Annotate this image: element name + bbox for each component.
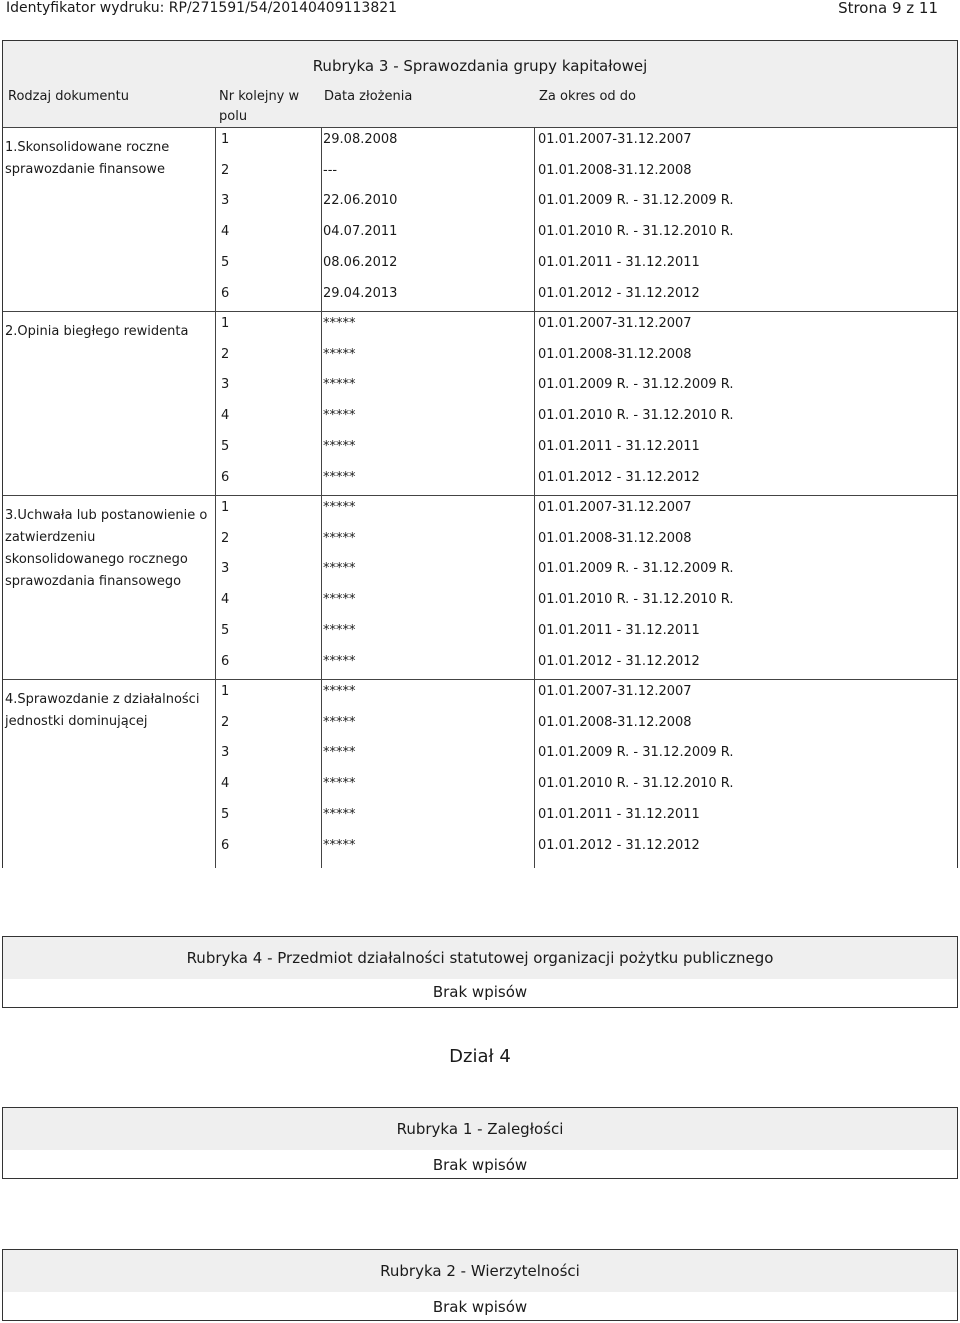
cell-data-zlozenia: ***** <box>323 500 356 515</box>
table-row <box>215 587 957 617</box>
cell-nr: 6 <box>221 285 230 301</box>
table-row <box>215 740 957 770</box>
cell-data-zlozenia: ***** <box>323 622 356 638</box>
cell-data-zlozenia: 29.08.2008 <box>323 132 398 147</box>
cell-nr: 1 <box>221 500 230 515</box>
rubryka-4-title: Rubryka 4 - Przedmiot działalności statutowej organizacji pożytku publicznego <box>3 937 957 979</box>
cell-data-zlozenia: 22.06.2010 <box>323 193 398 209</box>
cell-okres: 01.01.2008-31.12.2008 <box>538 714 692 730</box>
table-row <box>215 649 957 679</box>
cell-okres: 01.01.2011 - 31.12.2011 <box>538 622 700 638</box>
documents-table <box>3 127 957 868</box>
cell-okres: 01.01.2010 R. - 31.12.2010 R. <box>538 408 734 424</box>
rubryka-2-title: Rubryka 2 - Wierzytelności <box>3 1250 957 1292</box>
rubryka-1-box <box>2 1107 958 1179</box>
cell-data-zlozenia: ***** <box>323 592 356 608</box>
cell-okres: 01.01.2007-31.12.2007 <box>538 316 692 331</box>
cell-nr: 4 <box>221 408 230 424</box>
doc-label: 2.Opinia biegłego rewidenta <box>5 324 189 339</box>
cell-nr: 5 <box>221 438 230 454</box>
cell-okres: 01.01.2007-31.12.2007 <box>538 132 692 147</box>
cell-data-zlozenia: ***** <box>323 684 356 699</box>
cell-nr: 4 <box>221 224 230 240</box>
column-header-nr <box>219 87 299 127</box>
cell-okres: 01.01.2012 - 31.12.2012 <box>538 469 700 485</box>
doc-label-column <box>3 127 215 868</box>
cell-nr: 2 <box>221 346 230 362</box>
table-row <box>215 802 957 832</box>
table-row <box>215 434 957 464</box>
cell-okres: 01.01.2008-31.12.2008 <box>538 530 692 546</box>
table-row <box>215 342 957 372</box>
table-row <box>215 679 957 709</box>
column-header-okres: Za okres od do <box>539 89 636 104</box>
cell-nr: 5 <box>221 806 230 822</box>
table-row <box>215 188 957 218</box>
table-row <box>215 281 957 311</box>
table-row <box>215 403 957 433</box>
table-row <box>215 710 957 740</box>
column-header-nr-line2: polu <box>219 109 248 124</box>
cell-nr: 3 <box>221 561 230 577</box>
cell-okres: 01.01.2010 R. - 31.12.2010 R. <box>538 592 734 608</box>
cell-okres: 01.01.2011 - 31.12.2011 <box>538 806 700 822</box>
table-row <box>215 556 957 586</box>
table-row <box>215 833 957 863</box>
doc-label: 4.Sprawozdanie z działalności jednostki dominującej <box>5 692 200 729</box>
cell-nr: 6 <box>221 837 230 853</box>
rubryka-4-content: Brak wpisów <box>432 983 528 1001</box>
rubryka-1-title: Rubryka 1 - Zaległości <box>3 1108 957 1150</box>
table-row <box>215 158 957 188</box>
cell-okres: 01.01.2009 R. - 31.12.2009 R. <box>538 193 734 209</box>
cell-data-zlozenia: ***** <box>323 776 356 792</box>
cell-okres: 01.01.2012 - 31.12.2012 <box>538 653 700 669</box>
cell-nr: 1 <box>221 316 230 331</box>
cell-nr: 2 <box>221 162 230 178</box>
cell-okres: 01.01.2008-31.12.2008 <box>538 162 692 178</box>
dzial-4-title: Dział 4 <box>449 1046 511 1067</box>
cell-nr: 5 <box>221 254 230 270</box>
cell-data-zlozenia: ***** <box>323 530 356 546</box>
rubryka-3-title: Rubryka 3 - Sprawozdania grupy kapitałowej <box>312 57 648 75</box>
table-row <box>215 372 957 402</box>
rubryka-4-box <box>2 936 958 1008</box>
table-row <box>215 311 957 341</box>
cell-data-zlozenia: ***** <box>323 714 356 730</box>
cell-okres: 01.01.2008-31.12.2008 <box>538 346 692 362</box>
rubryka-2-content: Brak wpisów <box>432 1298 528 1316</box>
column-header-data: Data złożenia <box>324 89 413 104</box>
cell-okres: 01.01.2011 - 31.12.2011 <box>538 254 700 270</box>
table-row <box>215 495 957 525</box>
cell-nr: 1 <box>221 132 230 147</box>
cell-nr: 6 <box>221 653 230 669</box>
doc-label: 3.Uchwała lub postanowienie o zatwierdzeniu skonsolidowanego rocznego sprawozdania finansowego <box>5 508 208 589</box>
cell-nr: 3 <box>221 377 230 393</box>
cell-okres: 01.01.2010 R. - 31.12.2010 R. <box>538 776 734 792</box>
cell-okres: 01.01.2007-31.12.2007 <box>538 500 692 515</box>
cell-data-zlozenia: ***** <box>323 653 356 669</box>
print-identifier: Identyfikator wydruku: RP/271591/54/20140409113821 <box>6 0 398 16</box>
column-header-rodzaj: Rodzaj dokumentu <box>8 89 129 104</box>
cell-nr: 3 <box>221 193 230 209</box>
cell-data-zlozenia: ***** <box>323 408 356 424</box>
cell-nr: 6 <box>221 469 230 485</box>
cell-data-zlozenia: 04.07.2011 <box>323 224 398 240</box>
table-row <box>215 618 957 648</box>
cell-data-zlozenia: ***** <box>323 745 356 761</box>
table-row <box>215 127 957 157</box>
cell-data-zlozenia: 29.04.2013 <box>323 285 398 301</box>
cell-data-zlozenia: ***** <box>323 316 356 331</box>
cell-nr: 1 <box>221 684 230 699</box>
cell-data-zlozenia: ***** <box>323 469 356 485</box>
cell-okres: 01.01.2012 - 31.12.2012 <box>538 837 700 853</box>
cell-okres: 01.01.2009 R. - 31.12.2009 R. <box>538 745 734 761</box>
cell-okres: 01.01.2010 R. - 31.12.2010 R. <box>538 224 734 240</box>
cell-data-zlozenia: ***** <box>323 346 356 362</box>
table-row <box>215 771 957 801</box>
cell-okres: 01.01.2009 R. - 31.12.2009 R. <box>538 561 734 577</box>
column-header-nr-line1: Nr kolejny w <box>219 89 300 104</box>
cell-okres: 01.01.2012 - 31.12.2012 <box>538 285 700 301</box>
rubryka-2-box <box>2 1249 958 1321</box>
table-row <box>215 250 957 280</box>
rubryka-1-content: Brak wpisów <box>432 1156 528 1174</box>
cell-okres: 01.01.2007-31.12.2007 <box>538 684 692 699</box>
cell-nr: 5 <box>221 622 230 638</box>
table-row <box>215 465 957 495</box>
table-row <box>215 526 957 556</box>
cell-okres: 01.01.2011 - 31.12.2011 <box>538 438 700 454</box>
page-number: Strona 9 z 11 <box>838 0 938 17</box>
cell-nr: 3 <box>221 745 230 761</box>
cell-data-zlozenia: ***** <box>323 438 356 454</box>
rubryka-3-panel <box>2 40 958 868</box>
cell-data-zlozenia: ***** <box>323 806 356 822</box>
cell-nr: 2 <box>221 530 230 546</box>
cell-data-zlozenia: 08.06.2012 <box>323 254 398 270</box>
cell-data-zlozenia: ***** <box>323 377 356 393</box>
table-row <box>215 219 957 249</box>
cell-nr: 2 <box>221 714 230 730</box>
cell-data-zlozenia: ***** <box>323 837 356 853</box>
cell-okres: 01.01.2009 R. - 31.12.2009 R. <box>538 377 734 393</box>
cell-nr: 4 <box>221 592 230 608</box>
doc-label: 1.Skonsolidowane roczne sprawozdanie finansowe <box>5 140 170 177</box>
cell-data-zlozenia: ***** <box>323 561 356 577</box>
cell-data-zlozenia: --- <box>323 162 338 178</box>
cell-nr: 4 <box>221 776 230 792</box>
